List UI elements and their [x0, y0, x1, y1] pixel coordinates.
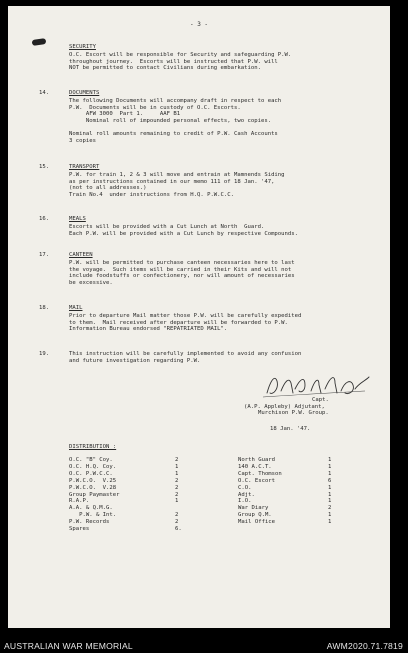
recipient-name: Spares: [69, 526, 90, 533]
section-line: P.W. for train 1, 2 & 3 will move and entrain at Mamnends Siding: [69, 172, 285, 178]
section-line: P.W. will be permitted to purchase canteen necessaries here to last: [69, 260, 295, 266]
section-heading: CANTEEN: [69, 252, 93, 258]
section-heading: DOCUMENTS: [69, 90, 100, 96]
recipient-name: North Guard: [238, 457, 276, 463]
distribution-row: [238, 464, 331, 471]
recipient-name: O.C. H.Q. Coy.: [69, 463, 117, 470]
recipient-name: Mail Office: [238, 519, 276, 526]
signature-unit: Murchison P.W. Group.: [258, 410, 329, 417]
section-heading: TRANSPORT: [69, 164, 100, 170]
distribution-row: [69, 519, 182, 526]
copy-count: 1: [328, 512, 332, 519]
section-line: to them. Mail received after departure will be forwarded to P.W.: [69, 319, 288, 326]
distribution-list-left: [69, 457, 182, 533]
section-heading: MAIL: [69, 305, 83, 311]
section-line: Information Bureau endorsed "REPATRIATED MAIL".: [69, 326, 228, 333]
recipient-name: War Diary: [238, 505, 269, 512]
distribution-row: [69, 464, 182, 471]
page-number: - 3 -: [189, 21, 209, 28]
distribution-row: [69, 471, 182, 478]
distribution-list-right: [238, 457, 331, 526]
recipient-name: I.O.: [238, 498, 252, 505]
section-line: as per instructions contained in our memo 111 of 18 Jan. '47,: [69, 178, 275, 185]
section-line: (not to all addresses.): [69, 185, 147, 192]
section-line: O.C. Escort will be responsible for Security and safeguarding P.W.: [69, 52, 292, 58]
copy-count: 2: [175, 457, 179, 463]
recipient-name: C.O.: [238, 484, 252, 491]
section-line: P.W. Documents will be in custody of O.C. Escorts.: [69, 104, 241, 111]
section-line: the voyage. Such items will be carried in their Kits and will not: [69, 266, 292, 273]
section-line: be excessive.: [69, 279, 113, 286]
document-body: [8, 6, 390, 628]
signature-name: (A.P. Appleby) Adjutant,: [244, 403, 325, 410]
copy-count: 2: [328, 505, 332, 512]
distribution-row: [238, 457, 331, 464]
copy-count: 1: [328, 463, 332, 470]
recipient-name: R.A.P.: [69, 498, 90, 505]
section-number: 15.: [39, 164, 50, 170]
recipient-name: P.W. & Int.: [69, 512, 117, 519]
footer-source: AUSTRALIAN WAR MEMORIAL: [4, 641, 133, 651]
section-number: 17.: [39, 252, 50, 258]
copy-count: 6.: [175, 526, 182, 533]
ink-blot: [32, 38, 47, 46]
distribution-row: [69, 478, 182, 485]
distribution-row: [69, 457, 182, 464]
copy-count: 6: [328, 477, 332, 484]
recipient-name: O.C. P.W.C.C.: [69, 470, 113, 477]
section-line: include foodstuffs or confectionery, nor will amount of necessaries: [69, 273, 295, 280]
section-line: The following Documents will accompany draft in respect to each: [69, 98, 282, 104]
section-number: 19.: [39, 351, 50, 357]
recipient-name: Capt. Thomson: [238, 470, 282, 477]
recipient-name: P.W.C.O. V.25: [69, 477, 117, 484]
distribution-row: [238, 512, 331, 519]
recipient-name: Group Q.M.: [238, 512, 272, 519]
distribution-row: [69, 492, 182, 499]
copy-count: 1: [328, 484, 332, 491]
recipient-name: O.C. "B" Coy.: [69, 457, 113, 463]
distribution-row: [238, 492, 331, 499]
distribution-row: [69, 498, 182, 505]
distribution-row: [238, 485, 331, 492]
signature-date: 18 Jan. '47.: [270, 426, 311, 432]
copy-count: 1: [328, 498, 332, 505]
distribution-row: [238, 498, 331, 505]
distribution-row: [69, 485, 182, 492]
copy-count: 2: [175, 491, 179, 498]
recipient-name: P.W.C.O. V.28: [69, 484, 117, 491]
document-page: [8, 6, 390, 628]
copy-count: 1: [175, 463, 179, 470]
signature-rank: Capt.: [312, 397, 329, 403]
section-line: Prior to departure Mail matter those P.W. will be carefully expedited: [69, 313, 302, 319]
section-line: Train No.4 under instructions from H.Q. P.W.C.C.: [69, 191, 235, 198]
distribution-row: [238, 505, 331, 512]
copy-count: 1: [328, 457, 332, 463]
section-line: throughout journey. Escorts will be instructed that P.W. will: [69, 58, 278, 65]
recipient-name: O.C. Escort: [238, 477, 276, 484]
copy-count: 2: [175, 512, 179, 519]
section-line: Escorts will be provided with a Cut Lunch at North Guard.: [69, 224, 265, 230]
section-line: Each P.W. will be provided with a Cut Lunch by respective Compounds.: [69, 230, 299, 237]
distribution-row: [69, 512, 182, 519]
copy-count: 1: [328, 470, 332, 477]
recipient-name: P.W. Records: [69, 519, 110, 526]
copy-count: 2: [175, 519, 179, 526]
section-heading: SECURITY: [69, 44, 96, 50]
section-number: 16.: [39, 216, 50, 222]
distribution-row: [238, 471, 331, 478]
copy-count: 2: [175, 477, 179, 484]
copy-count: [175, 505, 182, 512]
recipient-name: A.A. & Q.M.G.: [69, 505, 113, 512]
section-line: NOT be permitted to contact Civilians during embarkation.: [69, 65, 261, 72]
section-number: 14.: [39, 90, 50, 96]
copy-count: 1: [175, 498, 179, 505]
signature-block: [244, 397, 329, 417]
section-number: 18.: [39, 305, 50, 311]
section-line: Nominal roll amounts remaining to credit of P.W. Cash Accounts: [69, 131, 278, 137]
copy-count: 1: [328, 491, 332, 498]
section-line: and future investigation regarding P.W.: [69, 357, 201, 364]
recipient-name: 140 A.C.T.: [238, 463, 272, 470]
distribution-heading: DISTRIBUTION :: [69, 444, 117, 450]
recipient-name: Adjt.: [238, 491, 255, 498]
section-line: This instruction will be carefully implemented to avoid any confusion: [69, 351, 302, 357]
section-line: 3 copies: [69, 137, 96, 144]
distribution-row: [238, 519, 331, 526]
distribution-row: [238, 478, 331, 485]
copy-count: 2: [175, 484, 179, 491]
copy-count: 1: [175, 470, 179, 477]
section-line: AFW 3000 Part 1. AAF B1: [69, 111, 181, 118]
distribution-row: [69, 505, 182, 512]
distribution-row: [69, 526, 182, 533]
section-line: Nominal roll of impounded personal effects, two copies.: [69, 117, 272, 124]
recipient-name: Group Paymaster: [69, 491, 120, 498]
footer-accession-id: AWM2020.71.7819: [326, 641, 403, 651]
section-heading: MEALS: [69, 216, 86, 222]
copy-count: 1: [328, 519, 332, 526]
